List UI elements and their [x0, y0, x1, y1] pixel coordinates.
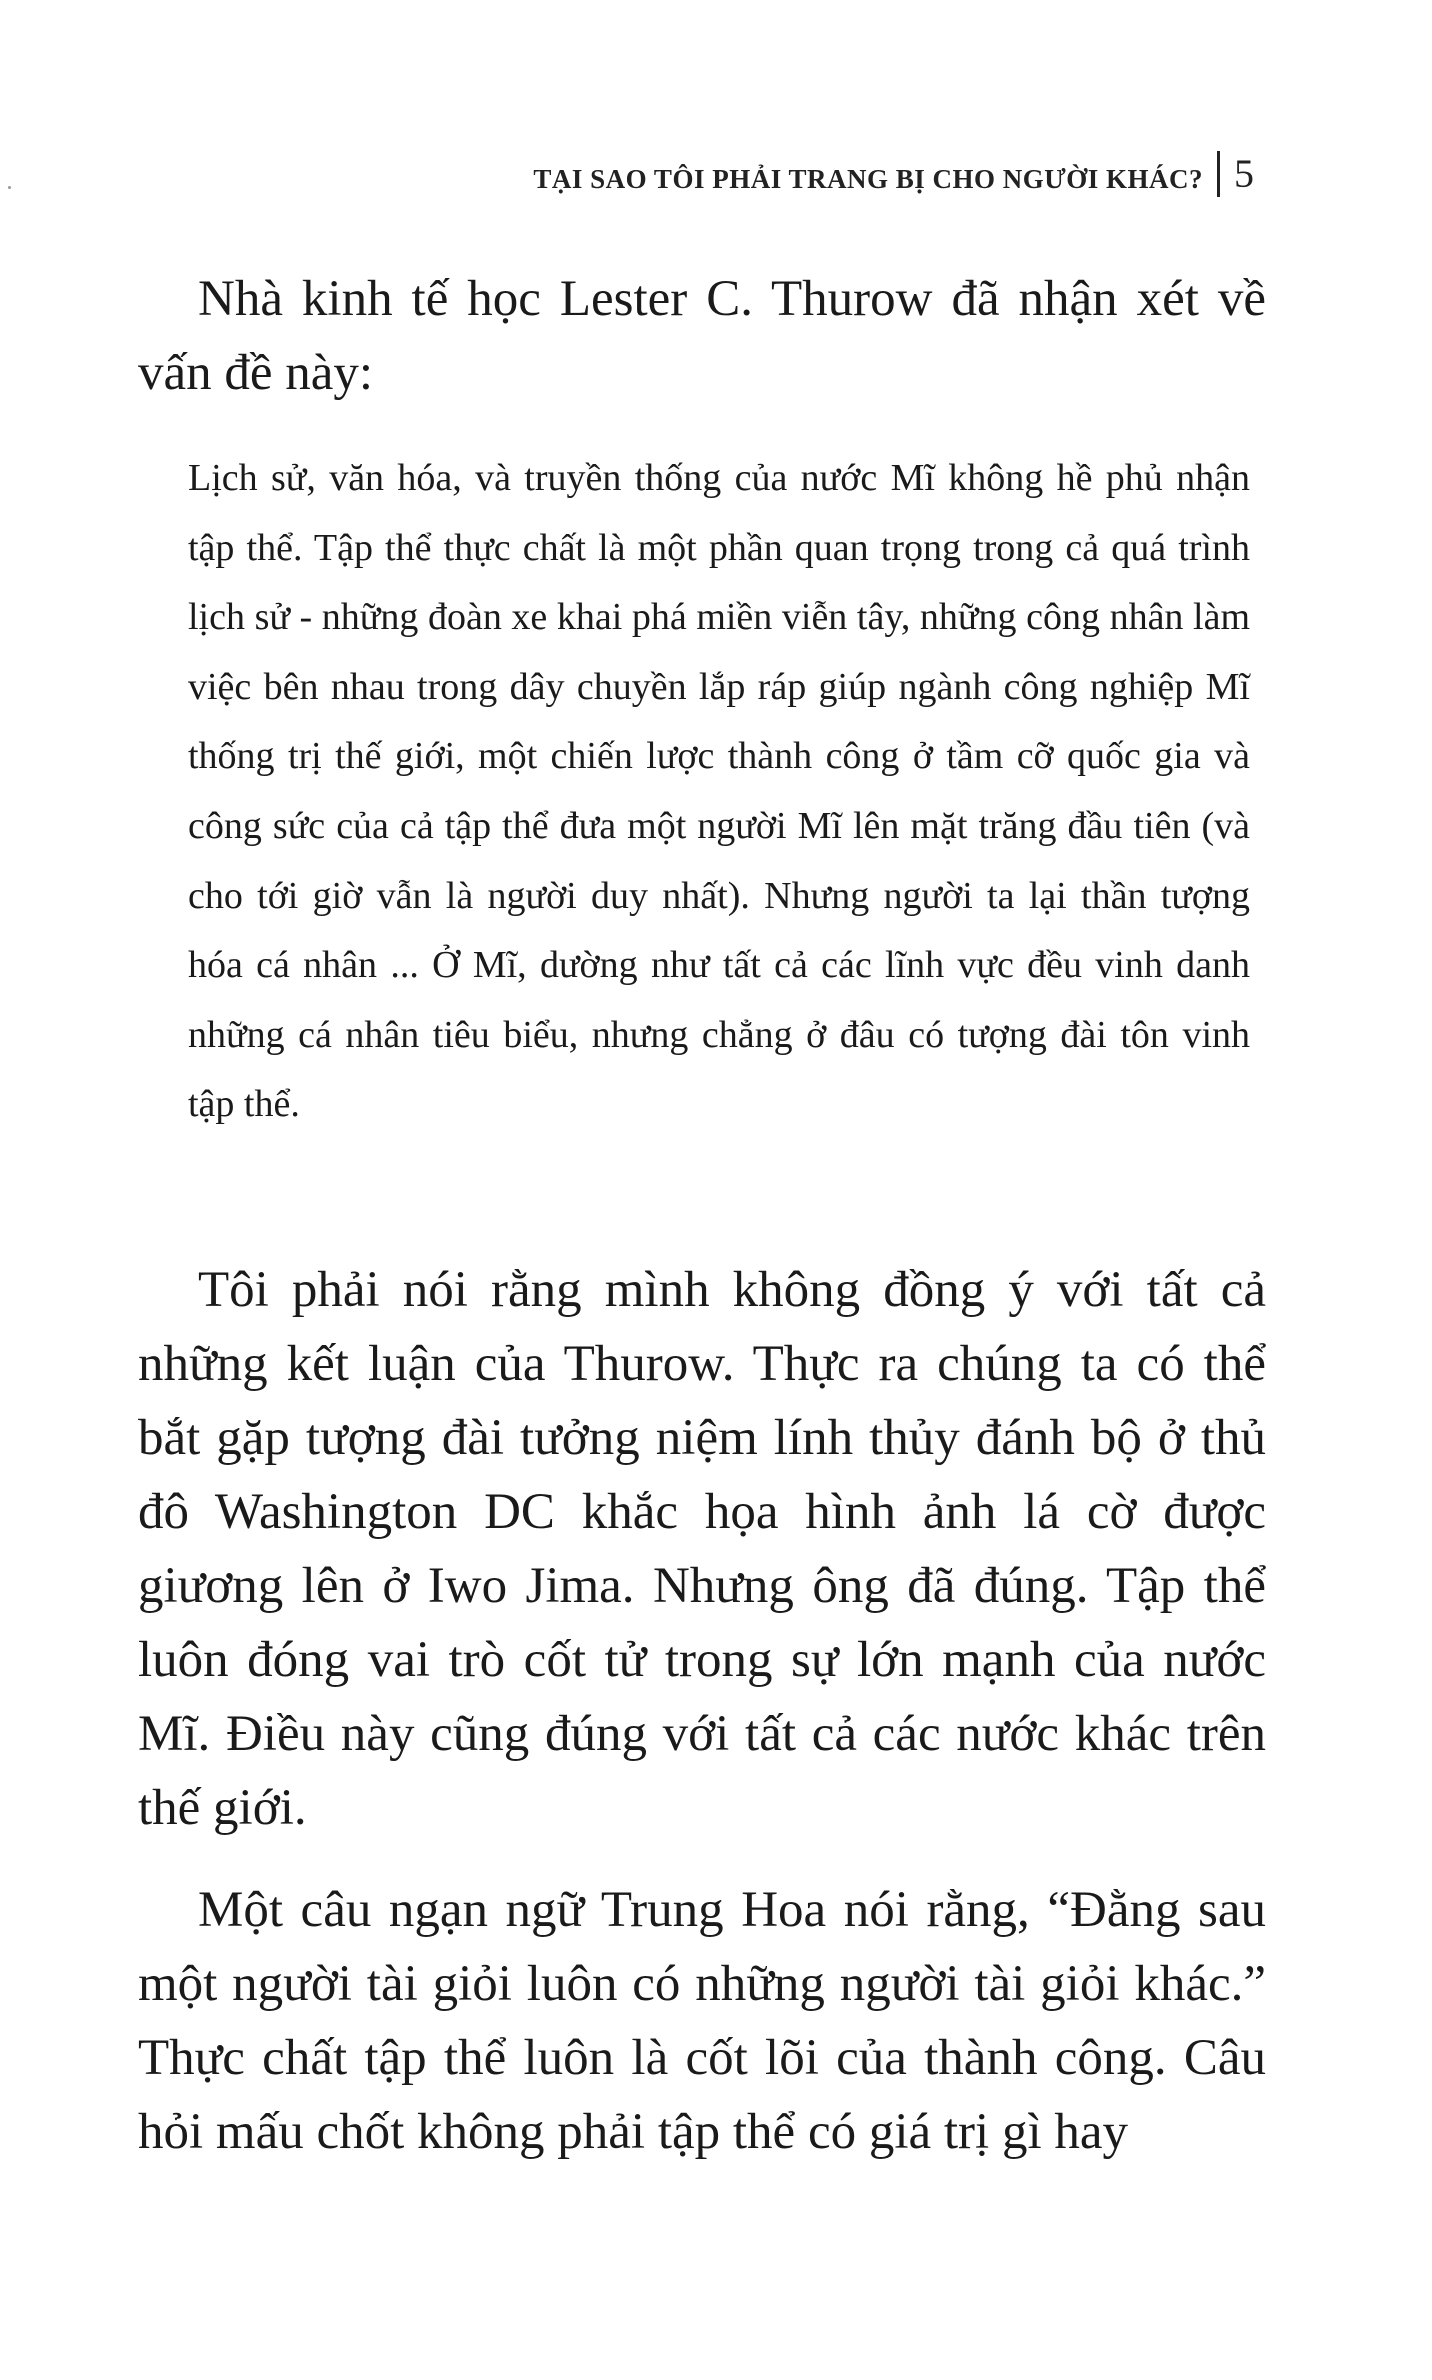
header-divider	[1217, 151, 1220, 197]
page-header	[533, 150, 1254, 197]
block-quote: Lịch sử, văn hóa, và truyền thống của nước Mĩ không hề phủ nhận tập thể. Tập thể thực chất là một phần quan trọng trong cả quá trình lịch sử - những đoàn xe khai phá miền viễn tây, những công nhân làm việc bên nhau trong dây chuyền lắp ráp giúp ngành công nghiệp Mĩ thống trị thế giới, một chiến lược thành công ở tầm cỡ quốc gia và công sức của cả tập thể đưa một người Mĩ lên mặt trăng đầu tiên (và cho tới giờ vẫn là người duy nhất). Nhưng người ta lại thần tượng hóa cá nhân ... Ở Mĩ, dường như tất cả các lĩnh vực đều vinh danh những cá nhân tiêu biểu, nhưng chẳng ở đâu có tượng đài tôn vinh tập thể.	[188, 457, 1250, 1126]
proverb-paragraph: Một câu ngạn ngữ Trung Hoa nói rằng, “Đằng sau một người tài giỏi luôn có những người tài giỏi khác.” Thực chất tập thể luôn là cốt lõi của thành công. Câu hỏi mấu chốt không phải tập thể có giá trị gì hay	[138, 1882, 1266, 2160]
running-head: TẠI SAO TÔI PHẢI TRANG BỊ CHO NGƯỜI KHÁC?	[533, 164, 1203, 194]
page-number: 5	[1234, 151, 1254, 196]
intro-paragraph: Nhà kinh tế học Lester C. Thurow đã nhận xét về vấn đề này:	[138, 271, 1266, 401]
response-paragraph: Tôi phải nói rằng mình không đồng ý với tất cả những kết luận của Thurow. Thực ra chúng ta có thể bắt gặp tượng đài tưởng niệm lính thủy đánh bộ ở thủ đô Washington DC khắc họa hình ảnh lá cờ được giương lên ở Iwo Jima. Nhưng ông đã đúng. Tập thể luôn đóng vai trò cốt tử trong sự lớn mạnh của nước Mĩ. Điều này cũng đúng với tất cả các nước khác trên thế giới.	[138, 1262, 1266, 1836]
scan-speck	[8, 186, 11, 189]
